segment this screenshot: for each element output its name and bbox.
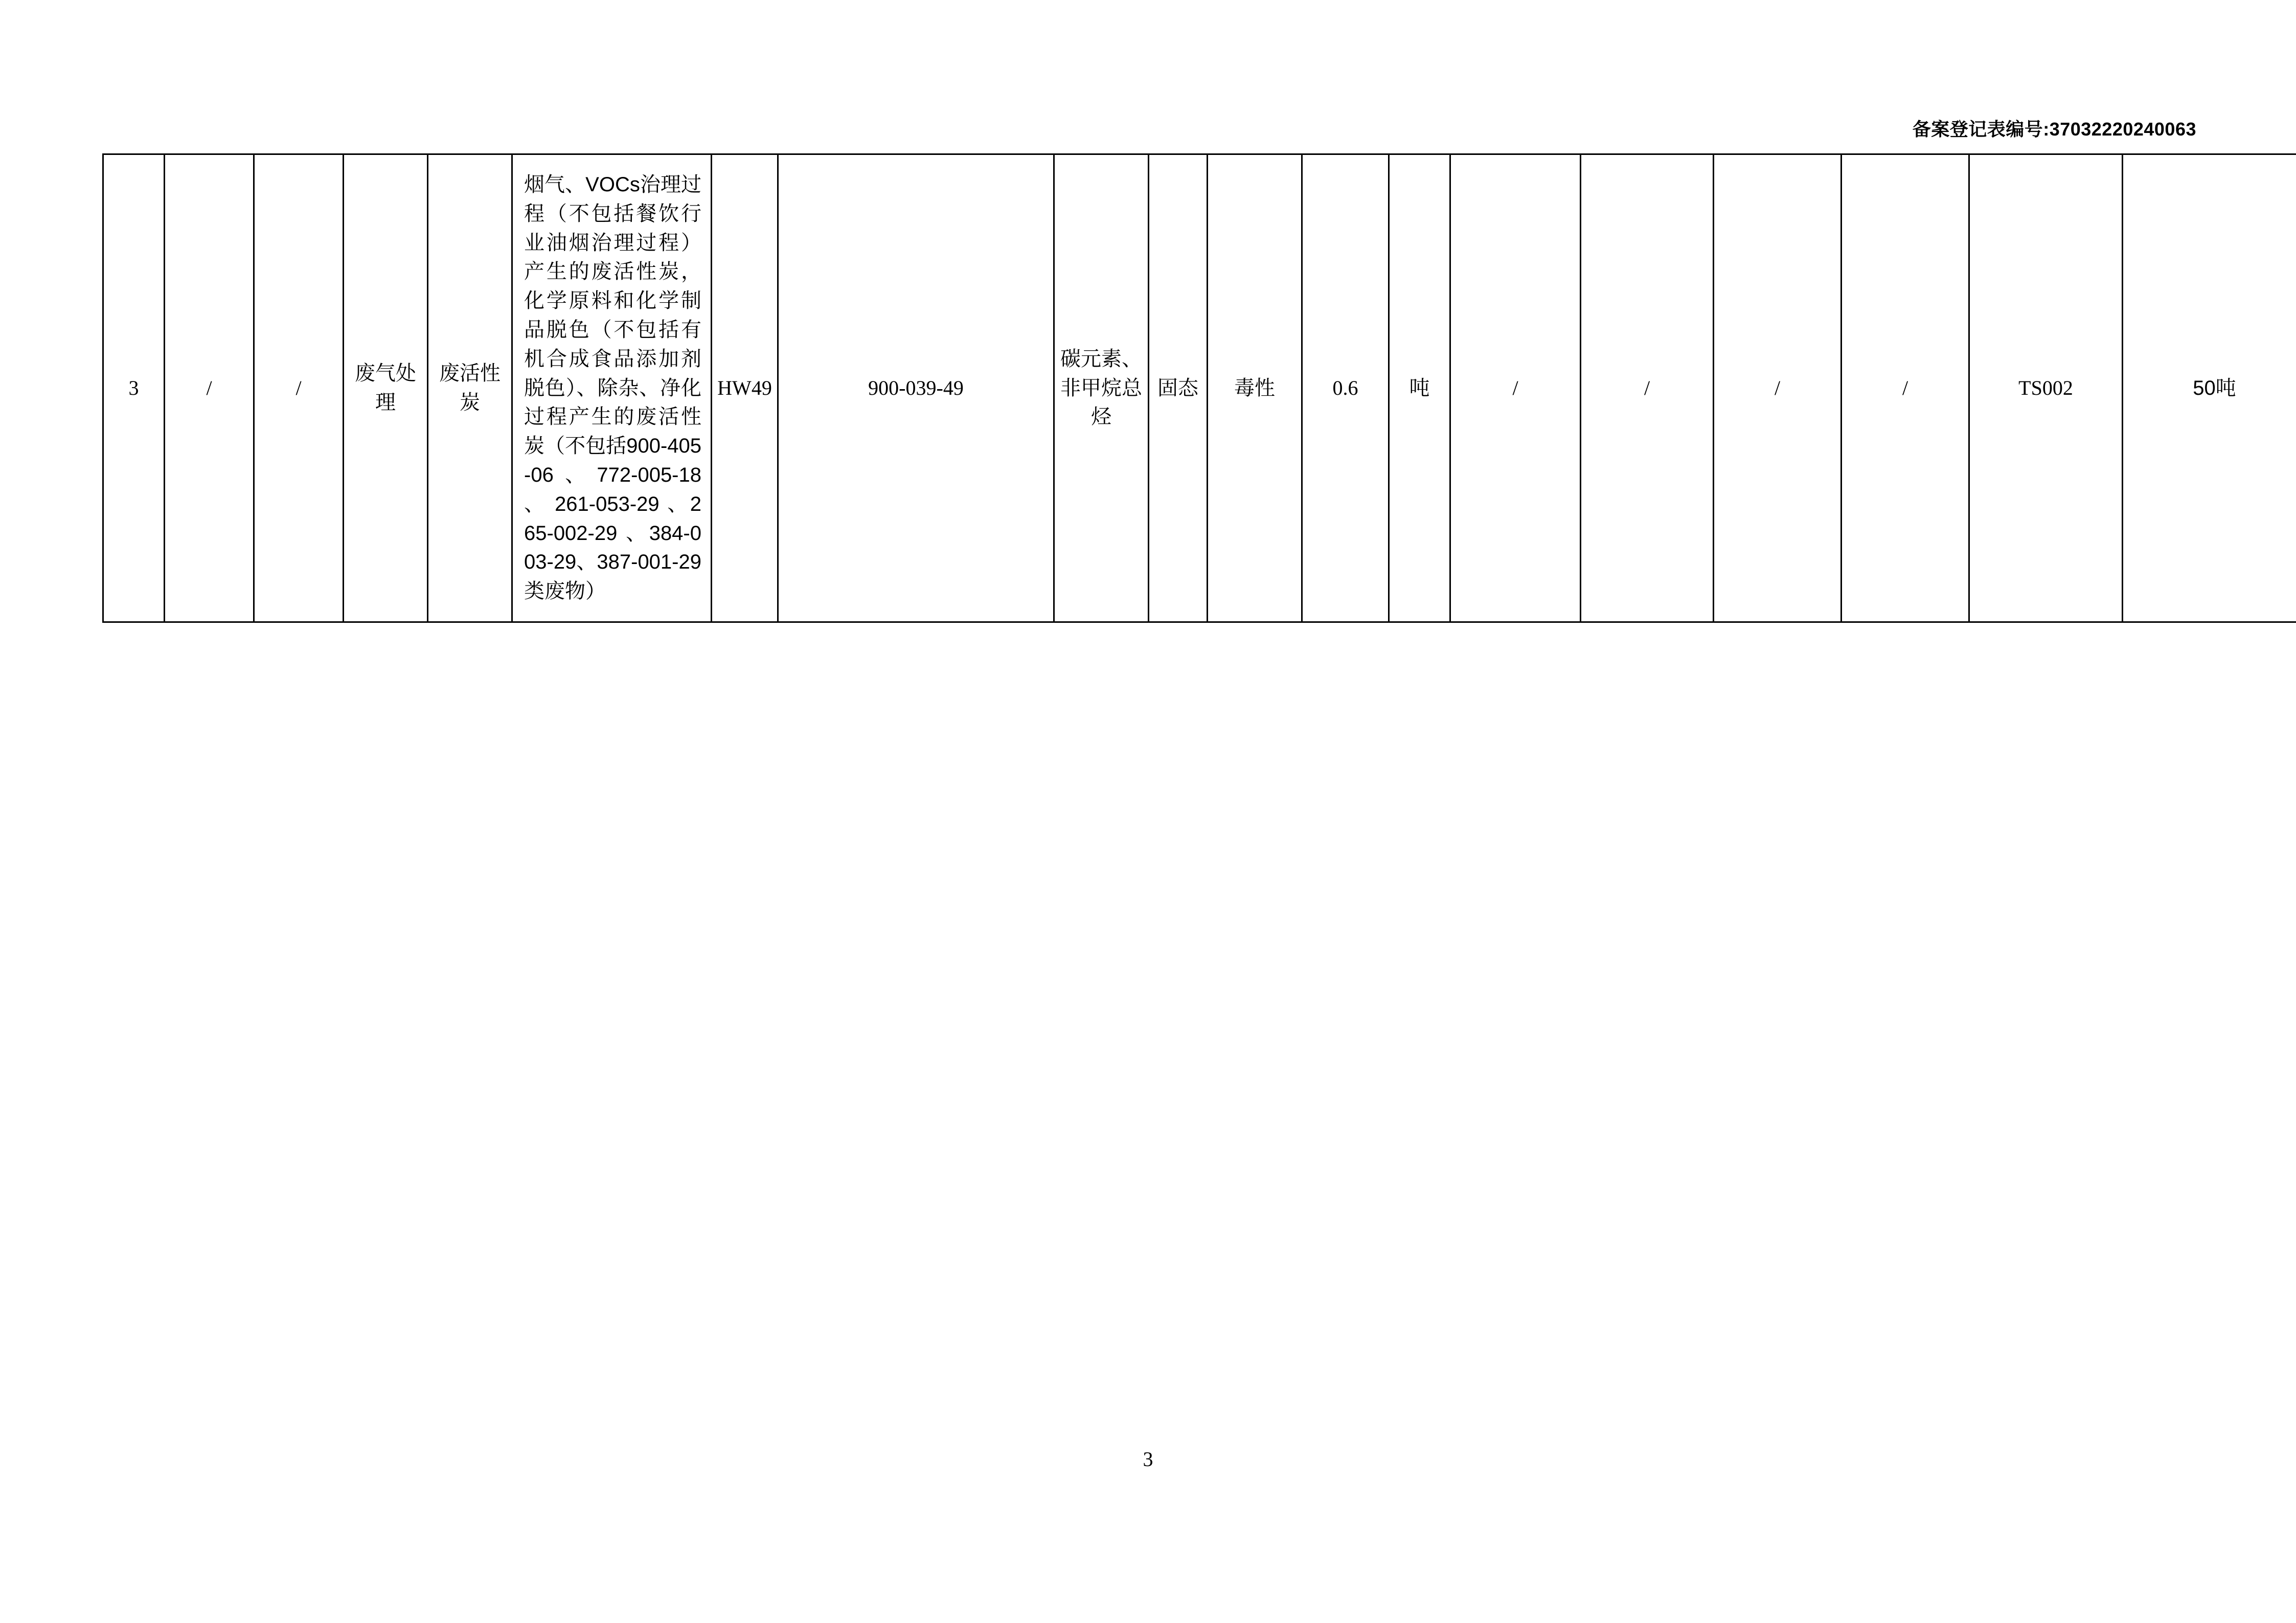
cell-col14 [1581, 154, 1714, 622]
cell-storage-code [1969, 154, 2123, 622]
page-number: 3 [1143, 1448, 1153, 1471]
cell-col15 [1714, 154, 1842, 622]
cell-col2 [165, 154, 254, 622]
col3-text: / [295, 376, 302, 399]
unit-text: 吨 [1409, 376, 1430, 399]
table-row [103, 154, 2296, 622]
cell-col16 [1842, 154, 1969, 622]
cell-main-components [1054, 154, 1149, 622]
main-components-text: 碳元素、非甲烷总烃 [1060, 347, 1142, 429]
col2-text: / [206, 376, 212, 399]
cell-unit [1389, 154, 1450, 622]
waste-category-text: HW49 [717, 376, 772, 399]
cell-quantity [1302, 154, 1389, 622]
quantity-text: 0.6 [1332, 376, 1358, 399]
cell-storage-capacity [2123, 154, 2296, 622]
cell-waste-name [428, 154, 512, 622]
hazardous-waste-table [102, 153, 2296, 623]
cell-col3 [254, 154, 344, 622]
cell-waste-description [512, 154, 712, 622]
cell-waste-category [712, 154, 778, 622]
cell-physical-state [1149, 154, 1208, 622]
storage-code-text: TS002 [2018, 376, 2073, 399]
waste-name-text: 废活性炭 [439, 362, 501, 414]
hazard-property-text: 毒性 [1234, 376, 1275, 399]
waste-code-text: 900-039-49 [868, 376, 964, 399]
cell-col13 [1450, 154, 1581, 622]
process-text: 废气处理 [355, 362, 416, 414]
col16-text: / [1902, 376, 1908, 399]
cell-process [344, 154, 428, 622]
serial-no-text: 3 [128, 376, 139, 399]
cell-hazard-property [1208, 154, 1302, 622]
storage-capacity-text: 50吨 [2193, 376, 2236, 399]
col14-text: / [1644, 376, 1650, 399]
filing-registration-number: 备案登记表编号:37032220240063 [1912, 119, 2196, 140]
col13-text: / [1512, 376, 1518, 399]
col15-text: / [1774, 376, 1781, 399]
cell-serial-no [103, 154, 165, 622]
cell-waste-code [778, 154, 1054, 622]
physical-state-text: 固态 [1157, 376, 1198, 399]
waste-description-text: 烟气、VOCs治理过程（不包括餐饮行业油烟治理过程）产生的废活性炭，化学原料和化学制品脱色（不包括有机合成食品添加剂脱色）、除杂、净化过程产生的废活性炭（不包括900-405-06、772-005-18 、 261-053-29 、265-002-29 、384-003-29、387-001-29类废物） [524, 173, 701, 603]
